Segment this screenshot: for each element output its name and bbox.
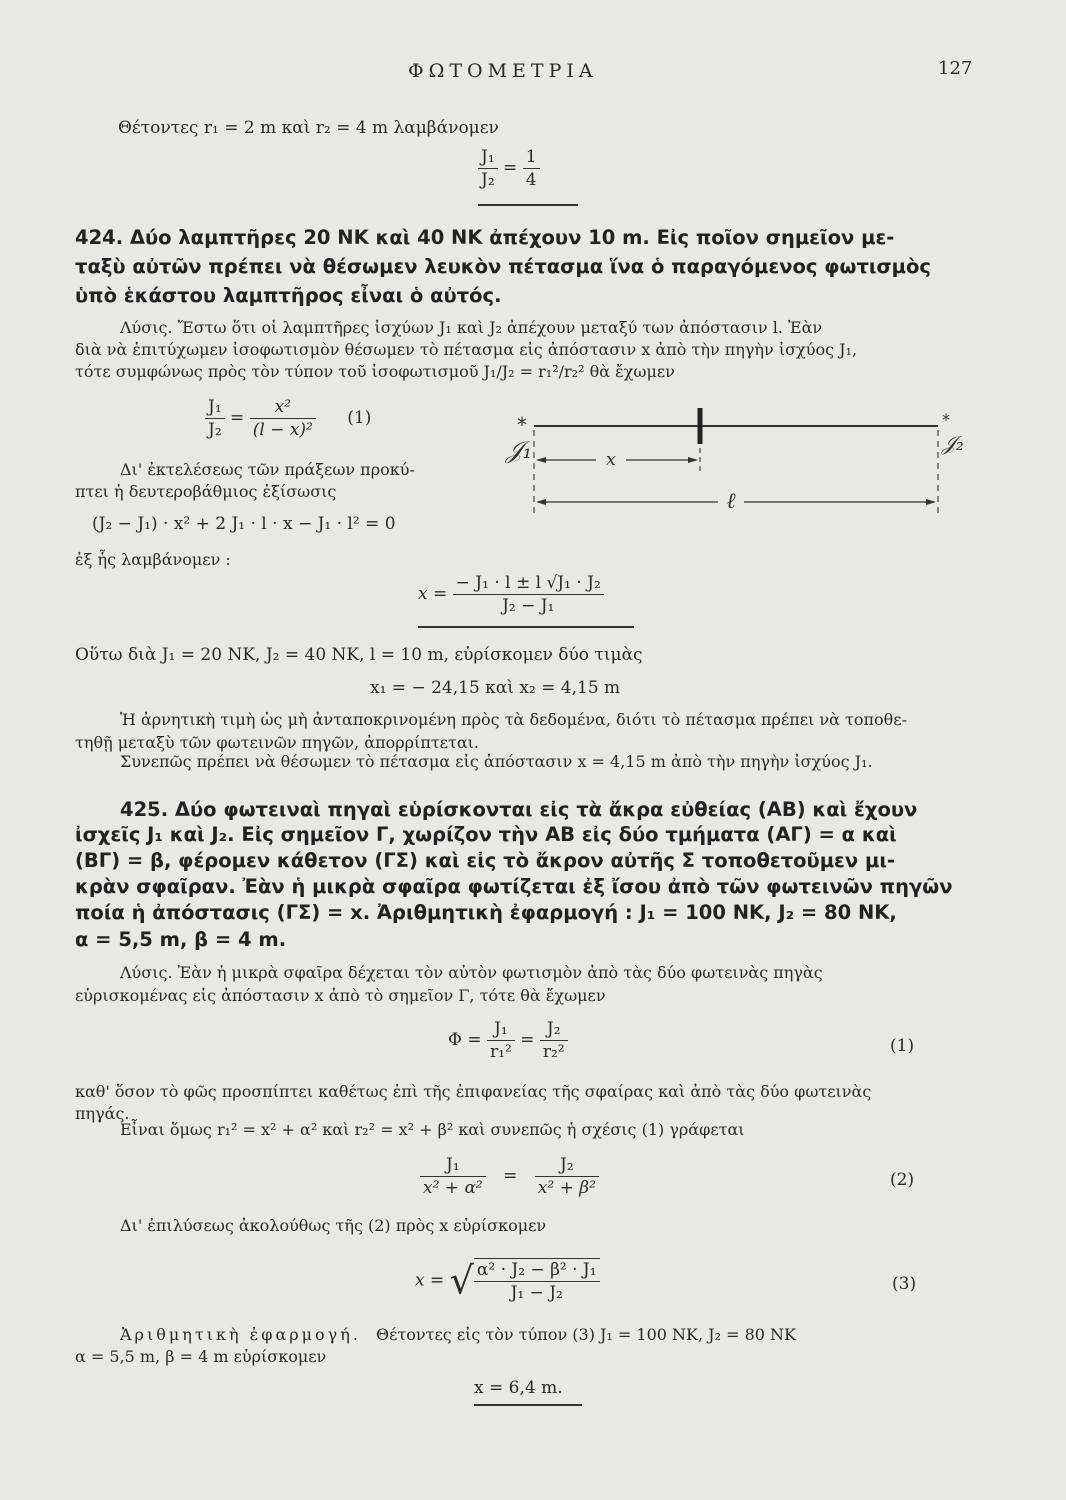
result-underline: [478, 204, 578, 206]
problem-424-title-line-3: ὑπὸ ἑκάστου λαμπτῆρος εἶναι ὁ αὐτός.: [75, 284, 502, 307]
solution-425-line-1: Λύσις. Ἐὰν ἡ μικρὰ σφαῖρα δέχεται τὸν αὐτὸν φωτισμὸν ἀπὸ τὰς δύο φωτεινὰς πηγὰς: [120, 963, 823, 982]
equation-2: $\frac{\text{J₁}}{\text{x² + α²}}$ = $\frac{\text{J₂}}{\text{x² + β²}}$: [420, 1154, 599, 1199]
roots-text: x₁ = − 24,15 καὶ x₂ = 4,15 m: [370, 678, 621, 698]
solution-424-line-2: διὰ νὰ ἐπιτύχωμεν ἰσοφωτισμὸν θέσωμεν τὸ πέτασμα εἰς ἀπόστασιν x ἀπὸ τὴν πηγὴν ἰσχύος J₁,: [75, 340, 858, 359]
equation-phi-label: (1): [890, 1036, 915, 1056]
dia-text: Δι' ἐπιλύσεως ἀκολούθως τῆς (2) πρὸς x εὑρίσκομεν: [120, 1216, 547, 1235]
x-arrow-left: [536, 457, 546, 463]
problem-424-title-line-2: ταξὺ αὐτῶν πρέπει νὰ θέσωμεν λευκὸν πέτασμα ἵνα ὁ παραγόμενος φωτισμὸς: [75, 255, 931, 278]
l-label: ℓ: [726, 489, 736, 514]
negative-text-1: Ἡ ἀρνητικὴ τιμὴ ὡς μὴ ἀνταποκρινομένη πρὸς τὰ δεδομένα, διότι τὸ πέτασμα πρέπει νὰ τοποθε-: [120, 710, 907, 729]
sqrt-sign: √: [449, 1258, 474, 1303]
left-source-star: *: [517, 413, 527, 437]
problem-425-title-line-1: 425. Δύο φωτειναὶ πηγαὶ εὑρίσκονται εἰς τὰ ἄκρα εὐθείας (ΑΒ) καὶ ἔχουν: [120, 798, 918, 821]
solution-424-line-1: Λύσις. Ἔστω ὅτι οἱ λαμπτῆρες ἰσχύων J₁ καὶ J₂ ἀπέχουν μεταξύ των ἀπόστασιν l. Ἐὰν: [120, 318, 823, 337]
equation-3-label: (3): [892, 1274, 917, 1294]
problem-425-title-line-3: (ΒΓ) = β, φέρομεν κάθετον (ΓΣ) καὶ εἰς τὸ ἄκρον αὐτῆς Σ τοποθετοῦμεν μι-: [75, 849, 896, 872]
x-solution-formula: x = $\frac{\text{− J₁ · l ± l √J₁ · J₂}}{\text{J₂ − J₁}}$: [418, 572, 604, 617]
j1-label: 𝒥₁: [506, 436, 533, 464]
final-underline: [474, 1404, 582, 1406]
from-which-text: ἐξ ἧς λαμβάνομεν :: [75, 550, 231, 569]
problem-425-title-line-5: ποία ἡ ἀπόστασις (ΓΣ) = x. Ἀριθμητικὴ ἐφαρμογή : J₁ = 100 ΝΚ, J₂ = 80 ΝΚ,: [75, 901, 897, 924]
formula-underline: [418, 626, 634, 628]
solution-425-line-2: εὑρισκομένας εἰς ἀπόστασιν x ἀπὸ τὸ σημεῖον Γ, τότε θὰ ἔχωμεν: [75, 986, 606, 1005]
outo-text: Οὕτω διὰ J₁ = 20 ΝΚ, J₂ = 40 ΝΚ, l = 10 m, εὑρίσκομεν δύο τιμὰς: [75, 645, 643, 665]
equation-3: x = √ $\frac{\text{α² · J₂ − β² · J₁}}{\text{J₁ − J₂}}$: [415, 1258, 600, 1304]
x-label: x: [605, 449, 617, 470]
top-fraction-equation: $\frac{\text{J₁}}{\text{J₂}}$ = $\frac{1}{4}$: [478, 146, 540, 191]
equation-2-label: (2): [890, 1170, 915, 1190]
text-424-b: πτει ἡ δευτεροβάθμιος ἐξίσωσις: [75, 482, 337, 501]
running-head: ΦΩΤΟΜΕΤΡΙΑ: [408, 60, 598, 82]
l-arrow-right: [926, 499, 936, 505]
distance-diagram: [476, 398, 976, 528]
conclusion-424: Συνεπῶς πρέπει νὰ θέσωμεν τὸ πέτασμα εἰς ἀπόστασιν x = 4,15 m ἀπὸ τὴν πηγὴν ἰσχύος J₁.: [120, 752, 873, 771]
problem-424-title-line-1: 424. Δύο λαμπτῆρες 20 ΝΚ καὶ 40 ΝΚ ἀπέχουν 10 m. Εἰς ποῖον σημεῖον με-: [75, 226, 895, 249]
kath-text-1: καθ' ὅσον τὸ φῶς προσπίπτει καθέτως ἐπὶ τῆς ἐπιφανείας τῆς σφαίρας καὶ ἀπὸ τὰς δύο φωτεινὰς: [75, 1082, 872, 1101]
equation-1: $\frac{\text{J₁}}{\text{J₂}}$ = $\frac{\text{x²}}{\text{(l − x)²}}$ (1): [205, 396, 371, 441]
problem-425-title-line-4: κρὰν σφαῖραν. Ἐὰν ἡ μικρὰ σφαῖρα φωτίζεται ἐξ ἴσου ἀπὸ τῶν φωτεινῶν πηγῶν: [75, 875, 953, 898]
app-line-2: α = 5,5 m, β = 4 m εὑρίσκομεν: [75, 1347, 327, 1366]
final-result: x = 6,4 m.: [474, 1378, 563, 1398]
einai-text: Εἶναι ὅμως r₁² = x² + α² καὶ r₂² = x² + β² καὶ συνεπῶς ἡ σχέσις (1) γράφεται: [120, 1120, 745, 1139]
l-arrow-left: [536, 499, 546, 505]
solution-424-line-3: τότε συμφώνως πρὸς τὸν τύπον τοῦ ἰσοφωτισμοῦ J₁/J₂ = r₁²/r₂² θὰ ἔχωμεν: [75, 362, 675, 381]
j2-label: 𝒥₂: [942, 431, 964, 455]
top-text: Θέτοντες r₁ = 2 m καὶ r₂ = 4 m λαμβάνομεν: [118, 118, 499, 138]
page-number: 127: [938, 58, 973, 79]
equation-1-label: (1): [347, 408, 372, 428]
quadratic-equation: (J₂ − J₁) · x² + 2 J₁ · l · x − J₁ · l² = 0: [92, 514, 396, 534]
negative-text-2: τηθῇ μεταξὺ τῶν φωτεινῶν πηγῶν, ἀπορρίπτεται.: [75, 733, 479, 752]
app-line-1: Ἀριθμητικὴ ἐφαρμογή. Θέτοντες εἰς τὸν τύπον (3) J₁ = 100 ΝΚ, J₂ = 80 ΝΚ: [120, 1325, 796, 1344]
problem-425-title-line-6: α = 5,5 m, β = 4 m.: [75, 928, 287, 951]
right-source-star: *: [942, 410, 950, 429]
text-424-a: Δι' ἐκτελέσεως τῶν πράξεων προκύ-: [120, 460, 415, 479]
x-arrow-right: [688, 457, 698, 463]
kath-text-2: πηγάς.: [75, 1104, 130, 1123]
equation-phi: Φ = $\frac{\text{J₁}}{\text{r₁²}}$ = $\frac{\text{J₂}}{\text{r₂²}}$: [448, 1018, 568, 1063]
problem-425-title-line-2: ἰσχεῖς J₁ καὶ J₂. Εἰς σημεῖον Γ, χωρίζον τὴν ΑΒ εἰς δύο τμήματα (ΑΓ) = α καὶ: [75, 823, 897, 846]
